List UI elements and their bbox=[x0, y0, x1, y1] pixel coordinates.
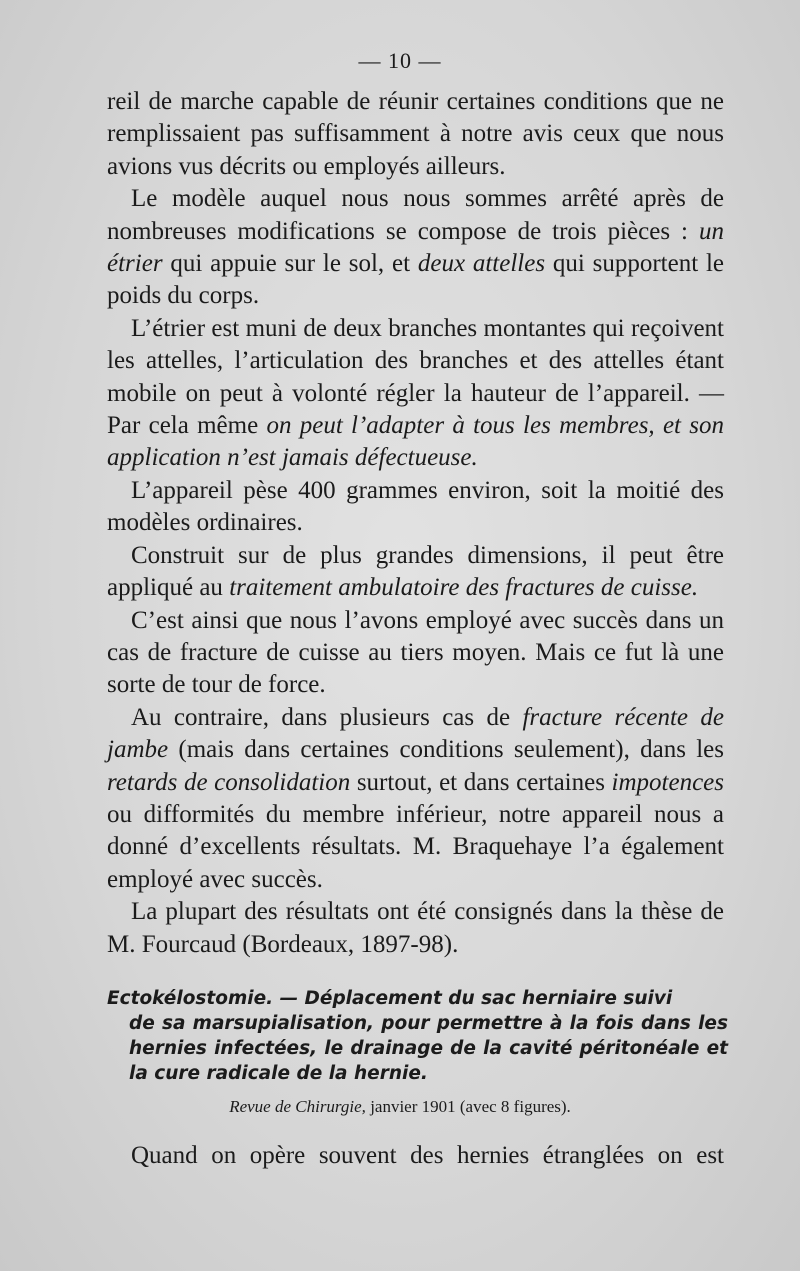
paragraph bbox=[107, 896, 724, 961]
text-segment: surtout, et dans certaines bbox=[350, 768, 612, 796]
body-text bbox=[107, 86, 724, 961]
text-segment: qui appuie sur le sol, et bbox=[162, 250, 418, 278]
italic-segment: impotences bbox=[611, 768, 724, 796]
continuation-line: Quand on opère souvent des hernies étranglées on est bbox=[131, 1142, 724, 1169]
text-segment: L’appareil pèse 400 grammes environ, soit la moitié des modèles ordinaires. bbox=[107, 476, 724, 537]
italic-segment: deux attelles bbox=[417, 250, 546, 278]
excerpt-source bbox=[0, 1097, 800, 1117]
page-number: — 10 — bbox=[358, 48, 442, 73]
italic-segment: fracture récente de jambe bbox=[107, 703, 724, 764]
text-segment: L’étrier est muni de deux branches montantes qui reçoivent les attelles, l’articulation des branches et des attelles étant mobile on peut à volonté régler la hauteur de l’appareil. — Par cela même bbox=[107, 314, 724, 440]
reference-excerpt bbox=[107, 986, 728, 1086]
text-segment: Le modèle auquel nous nous sommes arrêté après de nombreuses modifications se compose de trois pièces : bbox=[107, 185, 724, 245]
italic-segment: un étrier bbox=[107, 217, 724, 278]
paragraph bbox=[107, 605, 724, 702]
text-segment: (mais dans certaines conditions seulement), dans les bbox=[168, 736, 724, 764]
text-segment: qui supportent le poids du corps. bbox=[107, 250, 724, 310]
excerpt-title-line: Ectokélostomie. — Déplacement du sac herniaire suivi bbox=[107, 988, 673, 1009]
paragraph bbox=[107, 540, 724, 605]
journal-name: Revue de Chirurgie, bbox=[229, 1097, 366, 1116]
text-segment: reil de marche capable de réunir certaines conditions que ne remplissaient pas suffisamment à notre avis ceux que nous avions vus décrits ou employés ailleurs. bbox=[107, 88, 724, 180]
text-segment: Construit sur de plus grandes dimensions, il peut être appliqué au bbox=[107, 541, 724, 602]
paragraph bbox=[107, 702, 724, 896]
paragraph bbox=[107, 475, 724, 540]
source-details: janvier 1901 (avec 8 figures). bbox=[365, 1097, 571, 1116]
excerpt-continuation: de sa marsupialisation, pour permettre à la fois dans les hernies infectées, le drainage de la cavité péritonéale et la cure radicale de la hernie. bbox=[129, 1013, 728, 1084]
text-segment: Au contraire, dans plusieurs cas de bbox=[131, 703, 523, 731]
paragraph bbox=[107, 86, 724, 183]
italic-segment: traitement ambulatoire des fractures de cuisse. bbox=[229, 574, 699, 602]
paragraph bbox=[107, 183, 724, 313]
text-segment: ou difformités du membre inférieur, notre appareil nous a donné d’excellents résultats. M. Braquehaye l’a également employé avec succès. bbox=[107, 800, 724, 893]
italic-segment: retards de consolidation bbox=[107, 768, 351, 796]
text-segment: C’est ainsi que nous l’avons employé avec succès dans un cas de fracture de cuisse au tiers moyen. Mais ce fut là une sorte de tour de force. bbox=[107, 606, 724, 699]
text-segment: La plupart des résultats ont été consignés dans la thèse de M. Fourcaud (Bordeaux, 1897-98). bbox=[107, 898, 724, 958]
paragraph bbox=[107, 313, 724, 475]
italic-segment: on peut l’adapter à tous les membres, et son application n’est jamais défectueuse. bbox=[107, 412, 724, 472]
